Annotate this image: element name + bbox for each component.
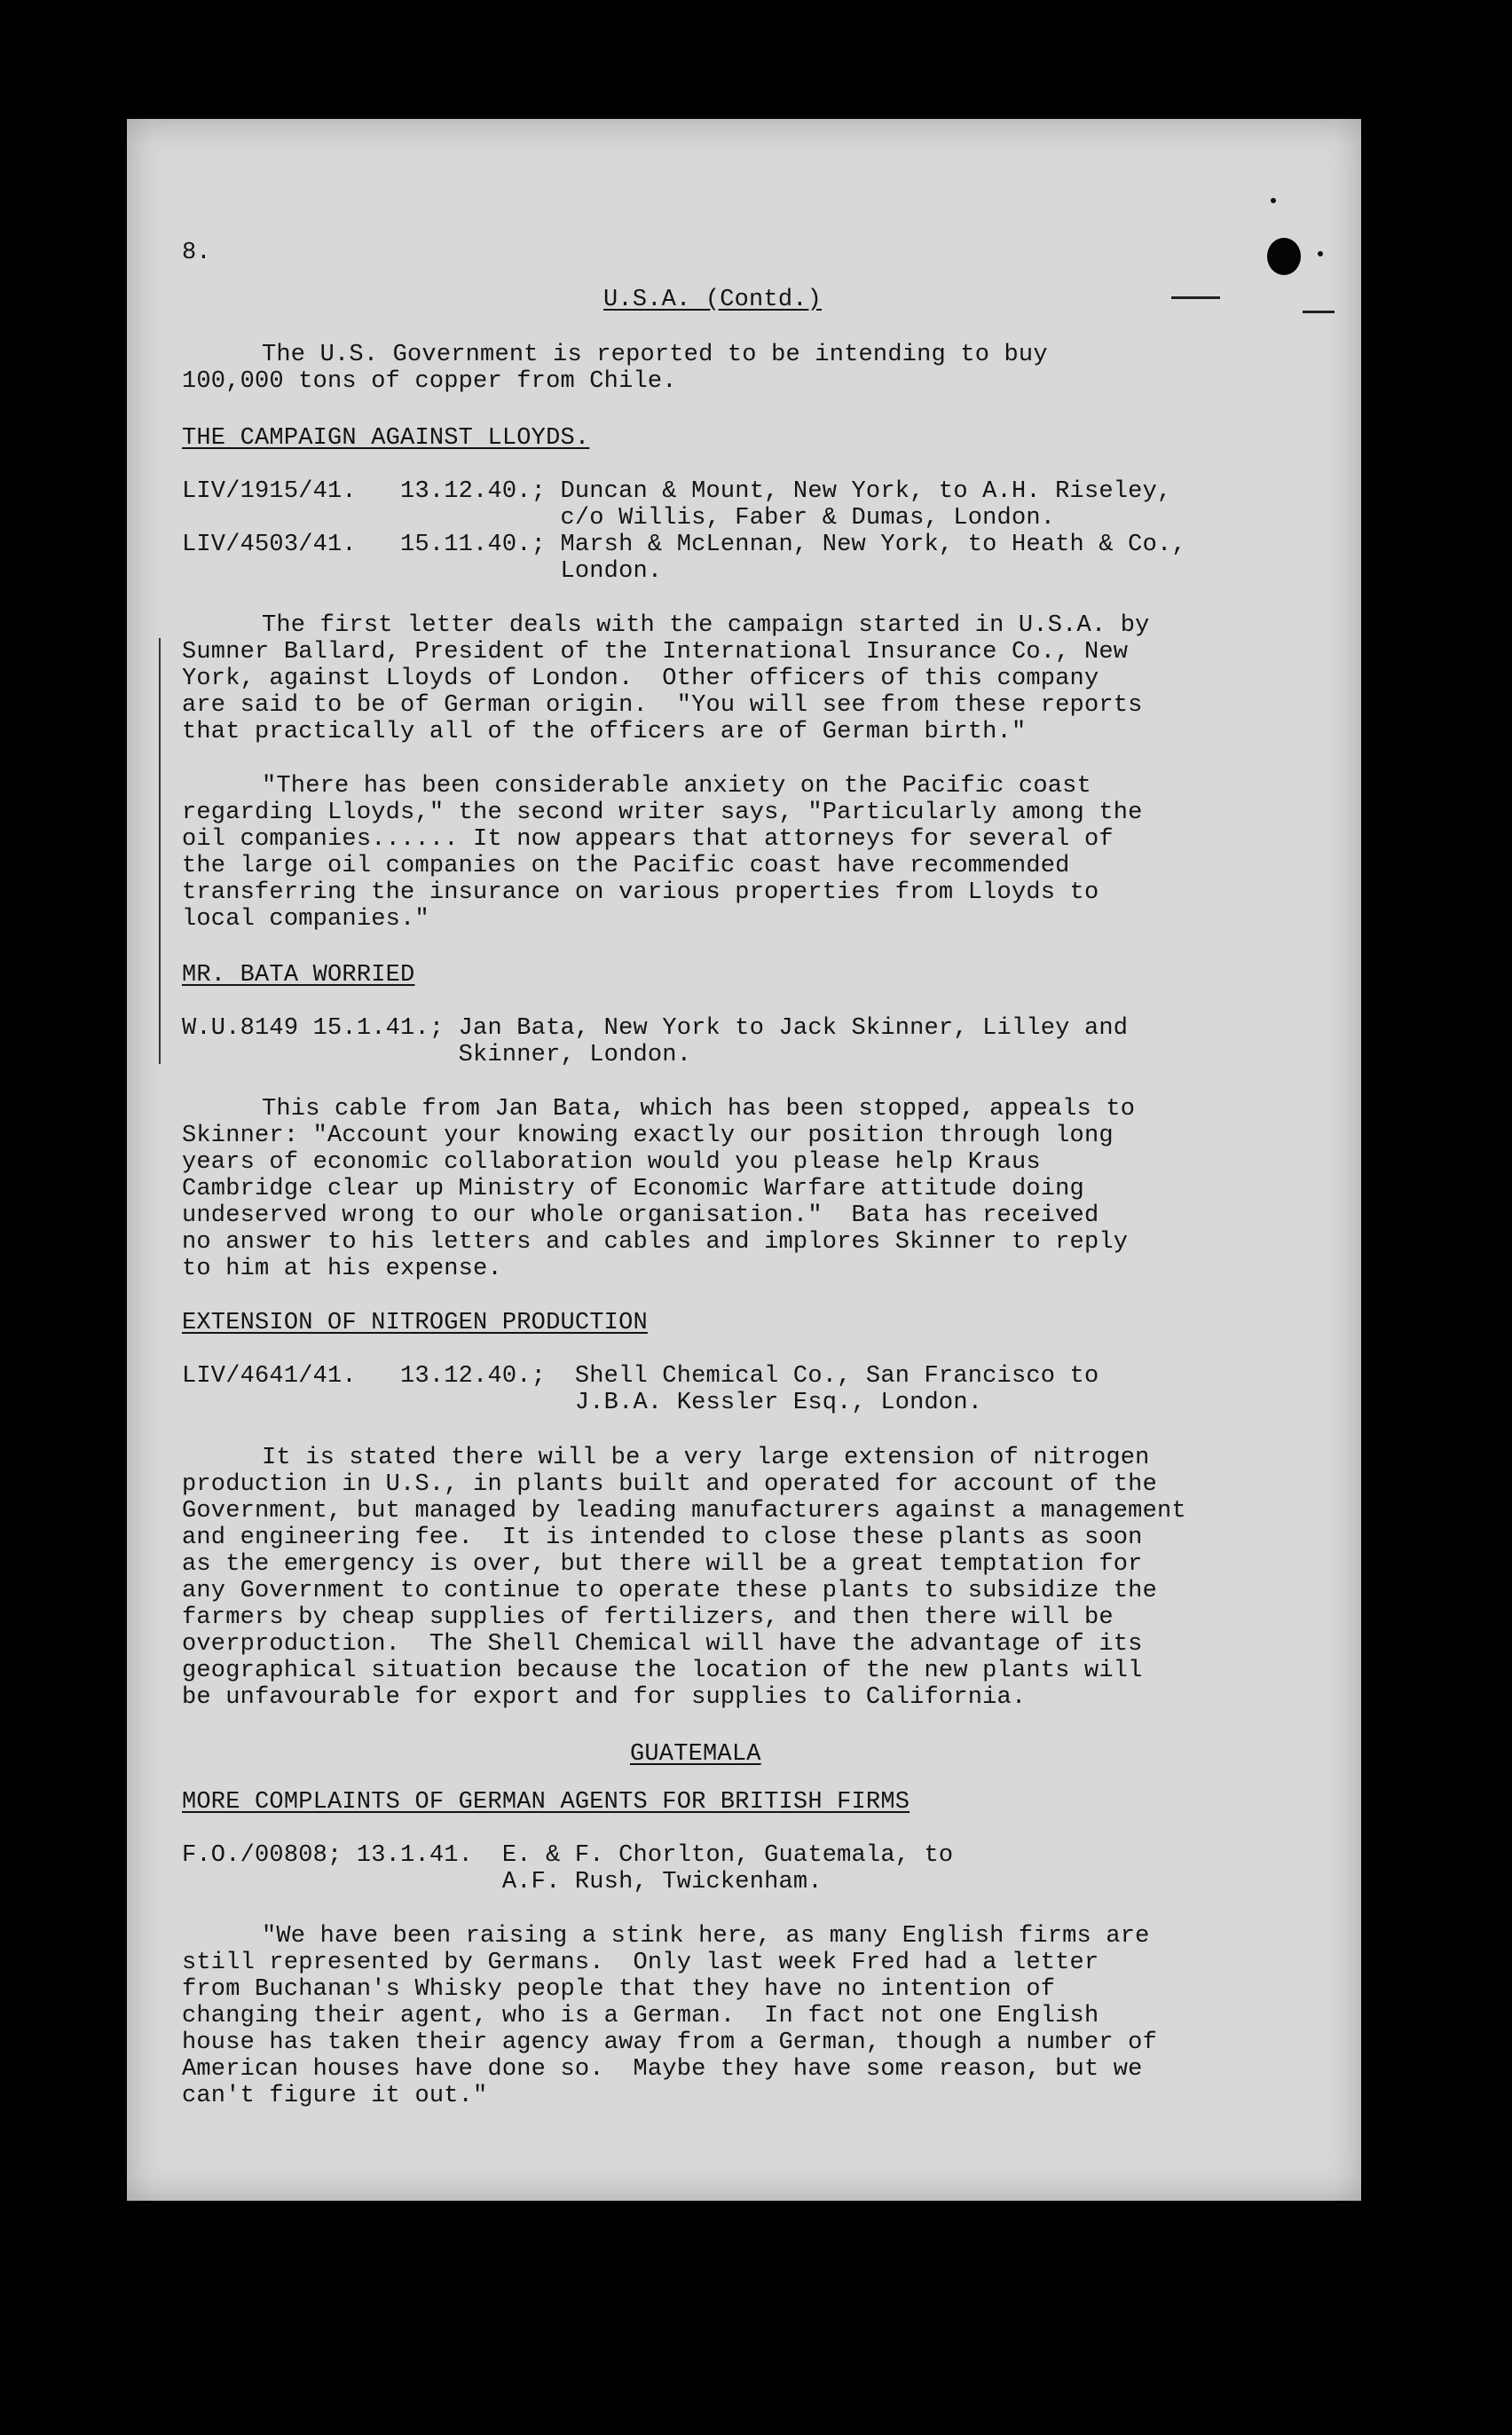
reference-line: Skinner, London. — [182, 1042, 692, 1068]
intro-line: The U.S. Government is reported to be intending to buy — [262, 342, 1048, 368]
paragraph-line: any Government to continue to operate these plants to subsidize the — [182, 1578, 1157, 1604]
paragraph-line: Government, but managed by leading manufacturers against a management — [182, 1498, 1186, 1525]
paragraph-line: The first letter deals with the campaign started in U.S.A. by — [262, 612, 1150, 639]
paragraph-line: house has taken their agency away from a German, though a number of — [182, 2029, 1157, 2056]
paragraph-line: still represented by Germans. Only last week Fred had a letter — [182, 1950, 1099, 1976]
heading-lloyds: THE CAMPAIGN AGAINST LLOYDS. — [182, 425, 590, 452]
paragraph-line: that practically all of the officers are of German birth." — [182, 719, 1027, 745]
paragraph-line: This cable from Jan Bata, which has been stopped, appeals to — [262, 1096, 1136, 1123]
margin-mark — [159, 638, 161, 1064]
paragraph-line: "There has been considerable anxiety on the Pacific coast — [262, 773, 1091, 800]
paragraph-line: undeserved wrong to our whole organisation." Bata has received — [182, 1202, 1099, 1229]
reference-line: c/o Willis, Faber & Dumas, London. — [182, 505, 1056, 532]
paragraph-line: overproduction. The Shell Chemical will have the advantage of its — [182, 1631, 1143, 1658]
paragraph-line: Sumner Ballard, President of the International Insurance Co., New — [182, 639, 1129, 666]
document-page — [127, 119, 1361, 2201]
paragraph-line: regarding Lloyds," the second writer says, "Particularly among the — [182, 800, 1143, 826]
page-number: 8. — [182, 240, 211, 266]
paragraph-line: local companies." — [182, 906, 429, 933]
paragraph-line: transferring the insurance on various properties from Lloyds to — [182, 879, 1099, 906]
reference-line: LIV/4503/41. 15.11.40.; Marsh & McLennan, New York, to Heath & Co., — [182, 532, 1186, 558]
paragraph-line: geographical situation because the location of the new plants will — [182, 1658, 1143, 1684]
paragraph-line: oil companies...... It now appears that attorneys for several of — [182, 826, 1114, 853]
paragraph-line: be unfavourable for export and for supplies to California. — [182, 1684, 1027, 1711]
scan-speck — [1318, 251, 1323, 256]
paragraph-line: years of economic collaboration would you please help Kraus — [182, 1149, 1041, 1176]
heading-nitrogen: EXTENSION OF NITROGEN PRODUCTION — [182, 1310, 648, 1336]
punch-hole — [1267, 238, 1301, 275]
reference-line: F.O./00808; 13.1.41. E. & F. Chorlton, Guatemala, to — [182, 1842, 954, 1869]
paragraph-line: changing their agent, who is a German. In fact not one English — [182, 2003, 1099, 2029]
paragraph-line: to him at his expense. — [182, 1256, 502, 1282]
reference-line: LIV/4641/41. 13.12.40.; Shell Chemical Co., San Francisco to — [182, 1363, 1099, 1390]
paragraph-line: from Buchanan's Whisky people that they have no intention of — [182, 1976, 1056, 2003]
reference-line: London. — [182, 558, 663, 585]
paragraph-line: no answer to his letters and cables and implores Skinner to reply — [182, 1229, 1129, 1256]
section-title: U.S.A. (Contd.) — [603, 287, 823, 313]
paragraph-line: York, against Lloyds of London. Other officers of this company — [182, 666, 1099, 692]
paragraph-line: are said to be of German origin. "You will see from these reports — [182, 692, 1143, 719]
paragraph-line: can't figure it out." — [182, 2083, 488, 2109]
reference-line: A.F. Rush, Twickenham. — [182, 1869, 823, 1895]
paragraph-line: farmers by cheap supplies of fertilizers, and then there will be — [182, 1604, 1114, 1631]
paragraph-line: and engineering fee. It is intended to close these plants as soon — [182, 1525, 1143, 1551]
paragraph-line: as the emergency is over, but there will be a great temptation for — [182, 1551, 1143, 1578]
scan-speck — [1271, 198, 1276, 203]
heading-bata: MR. BATA WORRIED — [182, 962, 415, 989]
scan-mark — [1171, 296, 1220, 299]
paragraph-line: Cambridge clear up Ministry of Economic Warfare attitude doing — [182, 1176, 1084, 1202]
paragraph-line: Skinner: "Account your knowing exactly our position through long — [182, 1123, 1114, 1149]
reference-line: J.B.A. Kessler Esq., London. — [182, 1390, 983, 1416]
reference-line: LIV/1915/41. 13.12.40.; Duncan & Mount, New York, to A.H. Riseley, — [182, 478, 1172, 505]
paragraph-line: the large oil companies on the Pacific coast have recommended — [182, 853, 1070, 879]
reference-line: W.U.8149 15.1.41.; Jan Bata, New York to Jack Skinner, Lilley and — [182, 1015, 1129, 1042]
country-title: GUATEMALA — [630, 1741, 761, 1768]
heading-guatemala: MORE COMPLAINTS OF GERMAN AGENTS FOR BRITISH FIRMS — [182, 1789, 910, 1816]
paragraph-line: production in U.S., in plants built and operated for account of the — [182, 1471, 1157, 1498]
paragraph-line: It is stated there will be a very large extension of nitrogen — [262, 1445, 1150, 1471]
intro-line: 100,000 tons of copper from Chile. — [182, 368, 677, 395]
paragraph-line: American houses have done so. Maybe they have some reason, but we — [182, 2056, 1143, 2083]
scan-mark — [1303, 311, 1335, 313]
paragraph-line: "We have been raising a stink here, as many English firms are — [262, 1923, 1150, 1950]
